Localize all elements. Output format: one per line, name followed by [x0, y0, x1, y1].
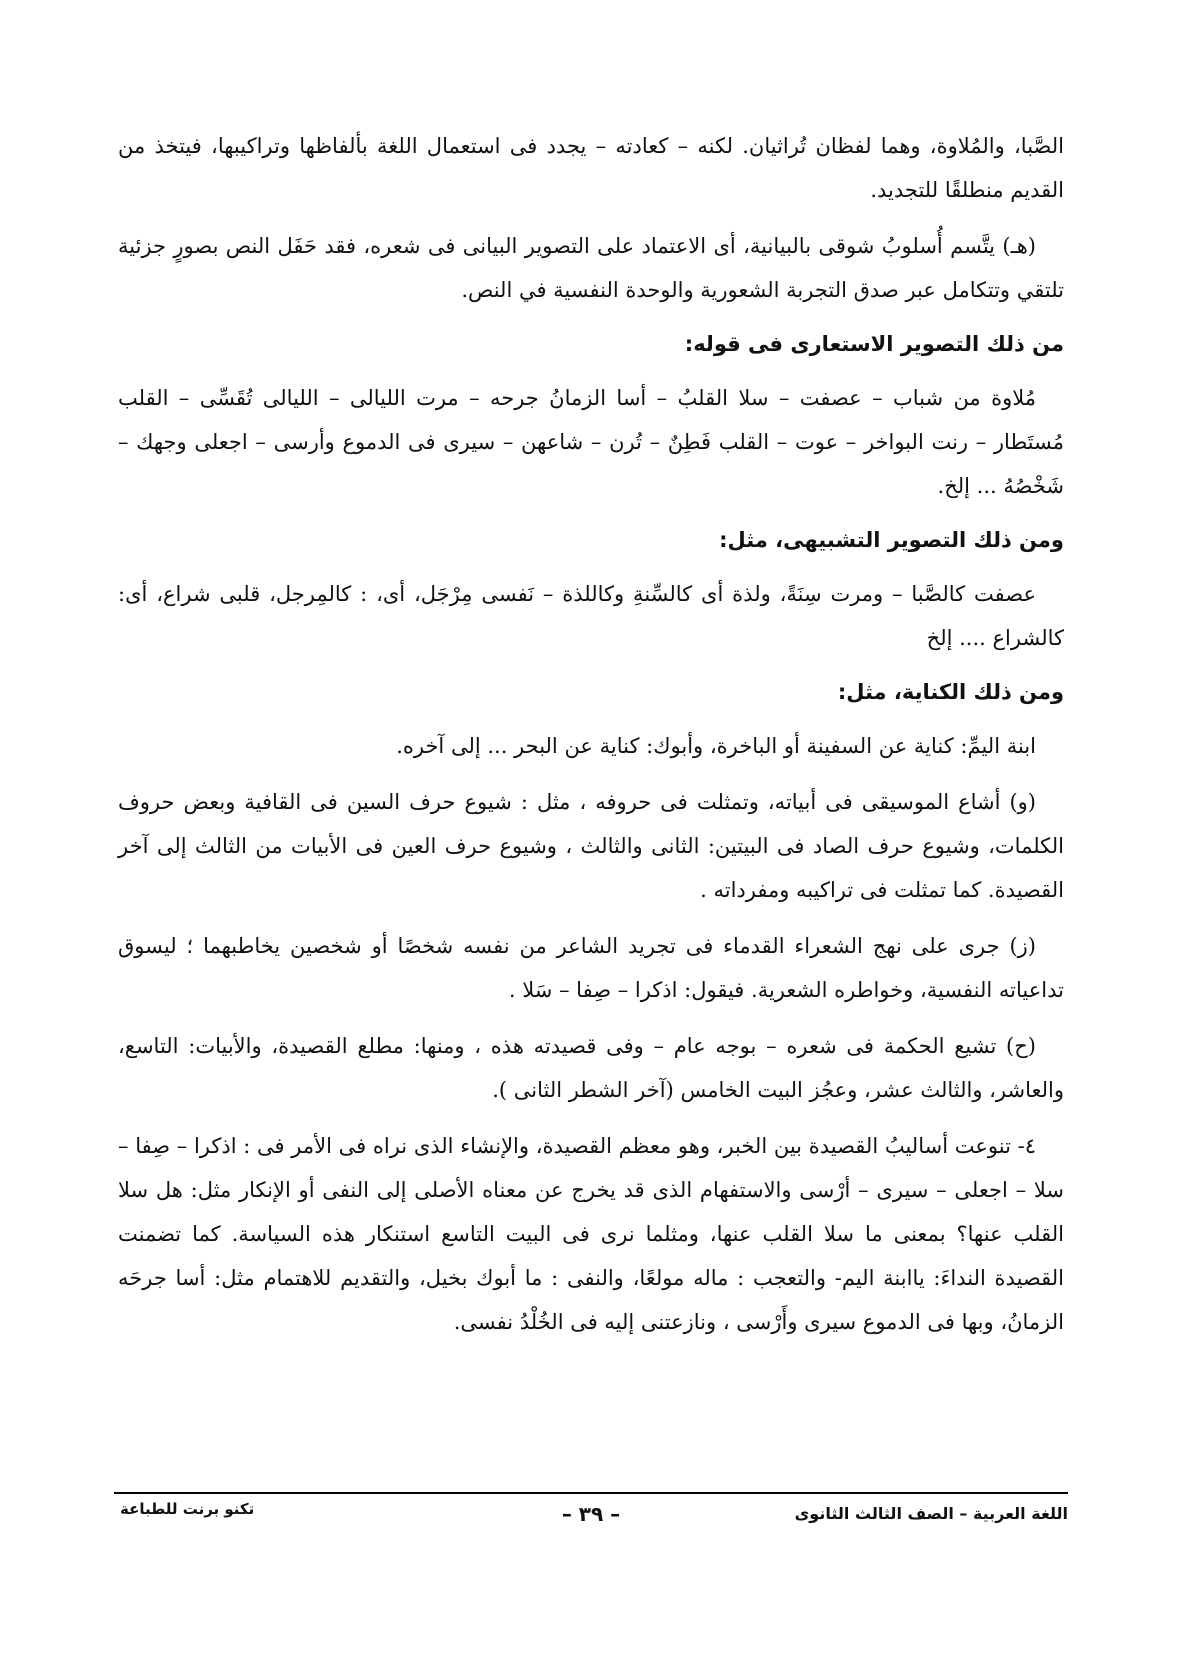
- paragraph: ابنة اليمِّ: كناية عن السفينة أو الباخرة، وأبوك: كناية عن البحر ... إلى آخره.: [396, 734, 1036, 758]
- section-heading: ومن ذلك التصوير التشبيهى، مثل:: [719, 528, 1064, 552]
- page-body: [118, 124, 1064, 1356]
- paragraph: (هـ) يتَّسم أُسلوبُ شوقى بالبيانية، أى الاعتماد على التصوير البيانى فى شعره، فقد حَفَل النص بصورٍ جزئية تلتقي وتتكامل عبر صدق التجربة الشعورية والوحدة النفسية في النص.: [118, 234, 1064, 302]
- paragraph: (و) أشاع الموسيقى فى أبياته، وتمثلت فى حروفه ، مثل : شيوع حرف السين فى القافية وبعض حروف الكلمات، وشيوع حرف الصاد فى البيتين: الثانى والثالث ، وشيوع حرف العين فى الأبيات من الثالث إلى آخر القصيدة. كما تمثلت فى تراكيبه ومفرداته .: [118, 790, 1064, 902]
- page-footer: [114, 1500, 1068, 1530]
- section-heading: ومن ذلك الكناية، مثل:: [837, 680, 1064, 704]
- paragraph: (ح) تشيع الحكمة فى شعره – بوجه عام – وفى قصيدته هذه ، ومنها: مطلع القصيدة، والأبيات: التاسع، والعاشر، والثالث عشر، وعجُز البيت الخامس (آخر الشطر الثانى ).: [118, 1034, 1064, 1102]
- printer-name: تكنو برنت للطباعة: [120, 1500, 255, 1518]
- page-number: – ٣٩ –: [561, 1502, 621, 1526]
- paragraph: ٤- تنوعت أساليبُ القصيدة بين الخبر، وهو معظم القصيدة، والإنشاء الذى نراه فى الأمر فى : اذكرا – صِفا – سلا – اجعلى – سيرى – أرْسى والاستفهام الذى قد يخرج عن معناه الأصلى إلى النفى أو الإنكار مثل: هل سلا القلب عنها؟ بمعنى ما سلا القلب عنها، ومثلما نرى فى البيت التاسع استنكار هذه السياسة. كما تضمنت القصيدة النداءَ: ياابنة اليم- والتعجب : ماله مولعًا، والنفى : ما أبوك بخيل، والتقديم للاهتمام مثل: أسا جرحَه الزمانُ، وبها فى الدموع سيرى وأَرْسى ، ونازعتنى إليه فى الخُلْدُ نفسى.: [118, 1134, 1064, 1334]
- paragraph: مُلاوة من شباب – عصفت – سلا القلبُ – أسا الزمانُ جرحه – مرت الليالى – الليالى تُقَسِّى – القلب مُستَطار – رنت البواخر – عوت – القلب فَطِنٌ – تُرن – شاعهن – سيرى فى الدموع وأرسى – اجعلى وجهك – شَخْصُهُ ... إلخ.: [118, 386, 1064, 498]
- paragraph: الصَّبا، والمُلاوة، وهما لفظان تُراثيان. لكنه – كعادته – يجدد فى استعمال اللغة بألفاظها وتراكيبها، فيتخذ من القديم منطلقًا للتجديد.: [118, 134, 1064, 202]
- paragraph: (ز) جرى على نهج الشعراء القدماء فى تجريد الشاعر من نفسه شخصًا أو شخصين يخاطبهما ؛ ليسوق تداعياته النفسية، وخواطره الشعرية. فيقول: اذكرا – صِفا – سَلا .: [118, 934, 1064, 1002]
- paragraph: عصفت كالصَّبا – ومرت سِنَةً، ولذة أى كالسِّنةِ وكاللذة – نَفسى مِرْجَل، أى، : كالمِرجل، قلبى شراع، أى: كالشراع .... إلخ: [118, 582, 1064, 650]
- section-heading: من ذلك التصوير الاستعارى فى قوله:: [684, 332, 1064, 356]
- footer-divider: [114, 1492, 1068, 1494]
- book-title: اللغة العربية – الصف الثالث الثانوى: [794, 1504, 1068, 1523]
